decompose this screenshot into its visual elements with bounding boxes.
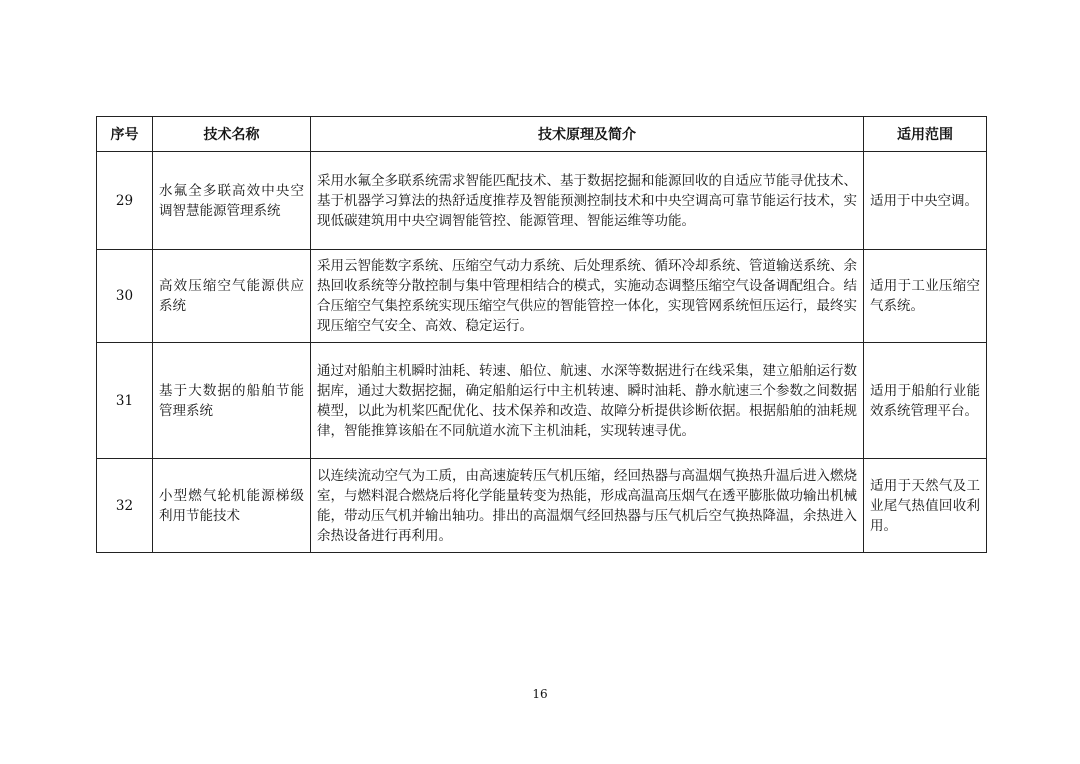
table-row [97,343,987,459]
row-application-scope: 适用于船舶行业能效系统管理平台。 [864,343,987,459]
table-header-row [97,117,987,152]
table-row [97,152,987,250]
row-serial-number: 30 [97,250,153,343]
row-technology-description: 采用云智能数字系统、压缩空气动力系统、后处理系统、循环冷却系统、管道输送系统、余热回收系统等分散控制与集中管理相结合的模式，实施动态调整压缩空气设备调配组合。结合压缩空气集控系统实现压缩空气供应的智能管控一体化，实现管网系统恒压运行，最终实现压缩空气安全、高效、稳定运行。 [311,250,864,343]
header-technology-principle: 技术原理及简介 [311,117,864,152]
header-serial-number: 序号 [97,117,153,152]
row-technology-name: 基于大数据的船舶节能管理系统 [153,343,311,459]
row-technology-description: 采用水氟全多联系统需求智能匹配技术、基于数据挖掘和能源回收的自适应节能寻优技术、基于机器学习算法的热舒适度推荐及智能预测控制技术和中央空调高可靠节能运行技术，实现低碳建筑用中央空调智能管控、能源管理、智能运维等功能。 [311,152,864,250]
row-application-scope: 适用于中央空调。 [864,152,987,250]
row-application-scope: 适用于天然气及工业尾气热值回收利用。 [864,459,987,553]
header-technology-name: 技术名称 [153,117,311,152]
row-technology-description: 通过对船舶主机瞬时油耗、转速、船位、航速、水深等数据进行在线采集，建立船舶运行数据库，通过大数据挖掘，确定船舶运行中主机转速、瞬时油耗、静水航速三个参数之间数据模型，以此为机桨匹配优化、技术保养和改造、故障分析提供诊断依据。根据船舶的油耗规律，智能推算该船在不同航道水流下主机油耗，实现转速寻优。 [311,343,864,459]
row-serial-number: 32 [97,459,153,553]
technology-table [96,116,987,553]
table-row [97,250,987,343]
table-row [97,459,987,553]
row-technology-name: 高效压缩空气能源供应系统 [153,250,311,343]
row-serial-number: 31 [97,343,153,459]
header-application-scope: 适用范围 [864,117,987,152]
row-technology-name: 小型燃气轮机能源梯级利用节能技术 [153,459,311,553]
row-serial-number: 29 [97,152,153,250]
row-technology-name: 水氟全多联高效中央空调智慧能源管理系统 [153,152,311,250]
row-application-scope: 适用于工业压缩空气系统。 [864,250,987,343]
row-technology-description: 以连续流动空气为工质，由高速旋转压气机压缩，经回热器与高温烟气换热升温后进入燃烧室，与燃料混合燃烧后将化学能量转变为热能，形成高温高压烟气在透平膨胀做功输出机械能，带动压气机并输出轴功。排出的高温烟气经回热器与压气机后空气换热降温，余热进入余热设备进行再利用。 [311,459,864,553]
page-number: 16 [532,687,548,701]
